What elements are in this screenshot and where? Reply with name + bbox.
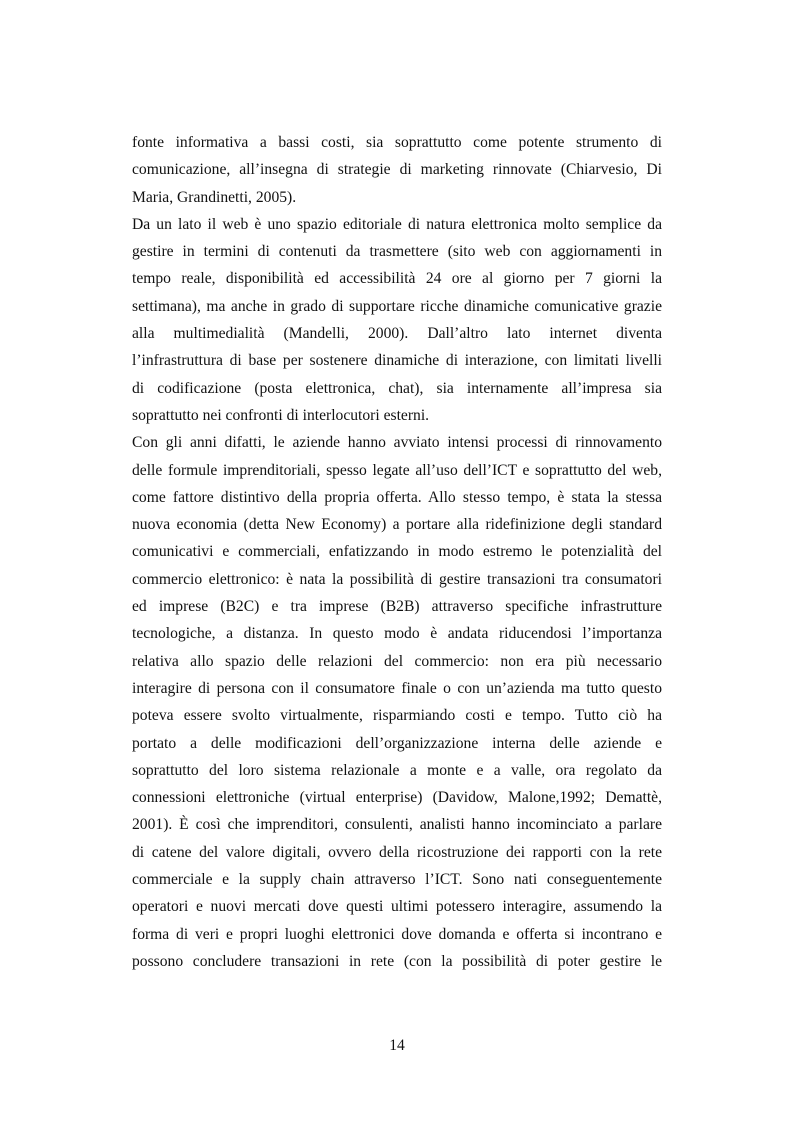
text-line: tempo reale, disponibilità ed accessibilità 24 ore al giorno per 7 giorni la bbox=[132, 270, 662, 288]
text-line: comunicativi e commerciali, enfatizzando in modo estremo le potenzialità del bbox=[132, 543, 662, 561]
text-line: interagire di persona con il consumatore finale o con un’azienda ma tutto questo bbox=[132, 679, 662, 697]
text-line: connessioni elettroniche (virtual enterprise) (Davidow, Malone,1992; Demattè, bbox=[132, 789, 662, 807]
text-line: Con gli anni difatti, le aziende hanno avviato intensi processi di rinnovamento bbox=[132, 434, 662, 452]
text-line: forma di veri e propri luoghi elettronici dove domanda e offerta si incontrano e bbox=[132, 925, 662, 943]
text-line: poteva essere svolto virtualmente, risparmiando costi e tempo. Tutto ciò ha bbox=[132, 707, 662, 725]
text-line: delle formule imprenditoriali, spesso legate all’uso dell’ICT e soprattutto del web, bbox=[132, 461, 662, 479]
text-line: di catene del valore digitali, ovvero della ricostruzione dei rapporti con la rete bbox=[132, 843, 662, 861]
text-line: tecnologiche, a distanza. In questo modo è andata riducendosi l’importanza bbox=[132, 625, 662, 643]
text-line: come fattore distintivo della propria offerta. Allo stesso tempo, è stata la stessa bbox=[132, 488, 662, 506]
text-line: ed imprese (B2C) e tra imprese (B2B) attraverso specifiche infrastrutture bbox=[132, 598, 662, 616]
text-line: Da un lato il web è uno spazio editoriale di natura elettronica molto semplice da bbox=[132, 215, 662, 233]
text-line: soprattutto del loro sistema relazionale a monte e a valle, ora regolato da bbox=[132, 761, 662, 779]
text-line: portato a delle modificazioni dell’organizzazione interna delle aziende e bbox=[132, 734, 662, 752]
text-line: comunicazione, all’insegna di strategie di marketing rinnovate (Chiarvesio, Di bbox=[132, 161, 662, 179]
text-line: relativa allo spazio delle relazioni del commercio: non era più necessario bbox=[132, 652, 662, 670]
text-line: fonte informativa a bassi costi, sia soprattutto come potente strumento di bbox=[132, 134, 662, 151]
page-number: 14 bbox=[389, 1037, 405, 1054]
text-line: operatori e nuovi mercati dove questi ultimi potessero interagire, assumendo la bbox=[132, 898, 662, 916]
text-line: gestire in termini di contenuti da trasmettere (sito web con aggiornamenti in bbox=[132, 243, 662, 261]
text-line: possono concludere transazioni in rete (con la possibilità di poter gestire le bbox=[132, 952, 662, 970]
text-line: l’infrastruttura di base per sostenere dinamiche di interazione, con limitati livelli bbox=[132, 352, 662, 370]
text-line: nuova economia (detta New Economy) a portare alla ridefinizione degli standard bbox=[132, 516, 662, 534]
text-line: di codificazione (posta elettronica, chat), sia internamente all’impresa sia bbox=[132, 379, 662, 397]
text-line: Maria, Grandinetti, 2005). bbox=[132, 188, 297, 206]
body-text bbox=[132, 129, 662, 975]
text-line: 2001). È così che imprenditori, consulenti, analisti hanno incominciato a parlare bbox=[132, 816, 662, 834]
text-line: commercio elettronico: è nata la possibilità di gestire transazioni tra consumatori bbox=[132, 570, 662, 588]
text-line: commerciale e la supply chain attraverso l’ICT. Sono nati conseguentemente bbox=[132, 871, 662, 889]
text-line: soprattutto nei confronti di interlocutori esterni. bbox=[132, 406, 430, 424]
text-line: alla multimedialità (Mandelli, 2000). Dall’altro lato internet diventa bbox=[132, 325, 662, 343]
text-line: settimana), ma anche in grado di supportare ricche dinamiche comunicative grazie bbox=[132, 297, 662, 315]
